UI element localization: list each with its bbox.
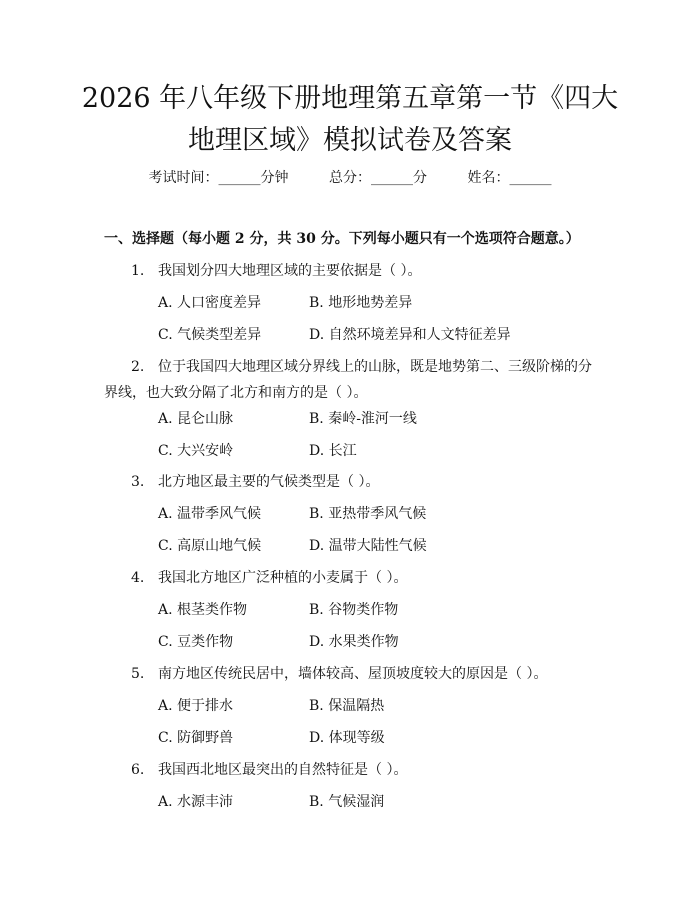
question-5-option-c: C. 防御野兽 <box>158 730 234 746</box>
question-3-option-a: A. 温带季风气候 <box>158 506 262 522</box>
question-3 <box>104 469 604 495</box>
question-4-option-c: C. 豆类作物 <box>158 634 234 650</box>
question-6-option-b: B. 气候湿润 <box>309 794 385 810</box>
question-stem: 我国北方地区广泛种植的小麦属于（ ）。 <box>158 570 408 586</box>
question-4 <box>104 565 604 591</box>
question-5-option-d: D. 体现等级 <box>309 730 385 746</box>
question-number: 3. <box>131 474 145 490</box>
question-4-option-b: B. 谷物类作物 <box>309 602 399 618</box>
question-1-option-c: C. 气候类型差异 <box>158 327 262 343</box>
question-stem: 我国西北地区最突出的自然特征是（ ）。 <box>158 762 408 778</box>
question-4-option-d: D. 水果类作物 <box>309 634 399 650</box>
title-line-1: 2026 年八年级下册地理第五章第一节《四大 <box>81 83 619 114</box>
question-2-option-c: C. 大兴安岭 <box>158 443 234 459</box>
question-2 <box>104 354 604 406</box>
exam-time: 考试时间：______分钟 <box>148 170 289 186</box>
question-4-option-a: A. 根茎类作物 <box>158 602 248 618</box>
section-title-choice: 一、选择题（每小题 2 分，共 30 分。下列每小题只有一个选项符合题意。） <box>104 231 580 247</box>
question-1-option-a: A. 人口密度差异 <box>158 295 262 311</box>
question-1-option-b: B. 地形地势差异 <box>309 295 413 311</box>
question-2-option-d: D. 长江 <box>309 443 357 459</box>
question-6 <box>104 757 604 783</box>
total-score: 总分：______分 <box>329 170 427 186</box>
question-5-option-b: B. 保温隔热 <box>309 698 385 714</box>
question-number: 6. <box>131 762 145 778</box>
student-name: 姓名：______ <box>467 170 552 186</box>
document-title <box>70 78 630 162</box>
question-5 <box>104 661 624 687</box>
question-stem: 位于我国四大地理区域分界线上的山脉，既是地势第二、三级阶梯的分界线，也大致分隔了北方和南方的是（ ）。 <box>104 359 592 401</box>
question-3-option-b: B. 亚热带季风气候 <box>309 506 427 522</box>
question-3-option-d: D. 温带大陆性气候 <box>309 538 427 554</box>
question-1 <box>104 258 604 284</box>
question-number: 2. <box>131 359 145 375</box>
question-number: 1. <box>131 263 145 279</box>
question-5-option-a: A. 便于排水 <box>158 698 234 714</box>
question-stem: 我国划分四大地理区域的主要依据是（ ）。 <box>158 263 422 279</box>
question-2-option-a: A. 昆仑山脉 <box>158 411 234 427</box>
question-number: 5. <box>131 666 145 682</box>
question-stem: 北方地区最主要的气候类型是（ ）。 <box>158 474 380 490</box>
question-3-option-c: C. 高原山地气候 <box>158 538 262 554</box>
question-6-option-a: A. 水源丰沛 <box>158 794 234 810</box>
question-number: 4. <box>131 570 145 586</box>
title-line-2: 地理区域》模拟试卷及答案 <box>188 125 512 156</box>
question-2-option-b: B. 秦岭-淮河一线 <box>309 411 417 427</box>
question-stem: 南方地区传统民居中，墙体较高、屋顶坡度较大的原因是（ ）。 <box>158 666 548 682</box>
question-1-option-d: D. 自然环境差异和人文特征差异 <box>309 327 511 343</box>
exam-meta <box>0 167 700 187</box>
